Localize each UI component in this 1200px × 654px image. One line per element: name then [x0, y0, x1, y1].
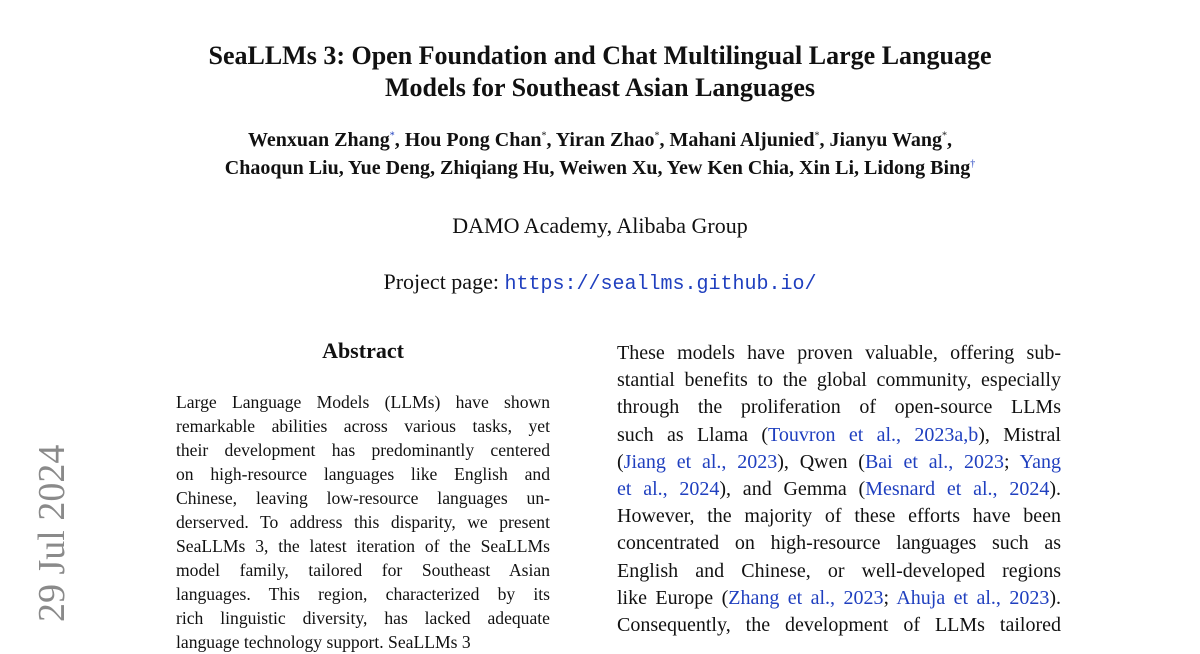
- abstract-line: on high-resource languages like English and: [176, 464, 550, 484]
- abstract-line: remarkable abilities across various tasks, yet: [176, 416, 550, 436]
- abstract-line: Large Language Models (LLMs) have shown: [176, 392, 550, 412]
- project-page: [0, 268, 1200, 299]
- body-line: [617, 449, 1061, 476]
- equal-contribution-mark: *: [654, 130, 660, 142]
- abstract-heading: Abstract: [322, 338, 404, 363]
- text-run: ).: [1049, 586, 1062, 609]
- text-run: ).: [1049, 478, 1061, 501]
- author-separator: ,: [394, 129, 405, 151]
- citation-link[interactable]: Mesnard et al., 2024: [865, 478, 1050, 501]
- equal-contribution-mark: *: [814, 130, 820, 142]
- abstract-line: Chinese, leaving low-resource languages un-: [176, 488, 550, 508]
- paper-title: [0, 40, 1200, 104]
- author-name: Hou Pong Chan: [404, 129, 542, 151]
- text-run: such as Llama (: [617, 423, 769, 446]
- text-run: ;: [1004, 450, 1020, 473]
- author-name: Wenxuan Zhang: [248, 129, 390, 151]
- arxiv-date-stamp: [24, 430, 80, 630]
- author-line-2: [0, 154, 1200, 182]
- title-line-2: Models for Southeast Asian Languages: [384, 73, 816, 102]
- citation-link[interactable]: Bai et al., 2023: [864, 450, 1005, 473]
- body-line: Consequently, the development of LLMs tailored: [617, 614, 1061, 637]
- author-line-1: [0, 126, 1200, 154]
- equal-contribution-mark[interactable]: *: [389, 130, 395, 142]
- citation-link[interactable]: et al., 2024: [617, 478, 720, 501]
- author-names: Chaoqun Liu, Yue Deng, Zhiqiang Hu, Weiwen Xu, Yew Ken Chia, Xin Li, Lidong Bing: [224, 157, 971, 179]
- author-separator: ,: [819, 129, 830, 151]
- title-line-1: SeaLLMs 3: Open Foundation and Chat Multilingual Large Language: [208, 41, 992, 70]
- author-list: [0, 126, 1200, 182]
- project-label: Project page:: [383, 269, 499, 294]
- abstract-line: languages. This region, characterized by its: [176, 584, 550, 604]
- intro-text: [617, 340, 1061, 639]
- body-line: [617, 585, 1061, 612]
- author-name: Yiran Zhao: [555, 129, 655, 151]
- body-line: English and Chinese, or well-developed regions: [617, 559, 1061, 582]
- text-run: like Europe (: [617, 586, 729, 609]
- abstract-line: language technology support. SeaLLMs 3: [176, 632, 471, 652]
- affiliation: DAMO Academy, Alibaba Group: [452, 213, 748, 238]
- author-separator: ,: [946, 129, 952, 151]
- arxiv-date: 29 Jul 2024: [31, 444, 73, 622]
- text-run: ;: [883, 586, 897, 609]
- body-line: stantial benefits to the global community, especially: [617, 369, 1061, 392]
- body-line: concentrated on high-resource languages such as: [617, 532, 1061, 555]
- author-separator: ,: [659, 129, 670, 151]
- body-line: [617, 476, 1061, 503]
- project-url-link[interactable]: https://seallms.github.io/: [504, 273, 817, 296]
- equal-contribution-mark: *: [941, 130, 947, 142]
- abstract-line: model family, tailored for Southeast Asian: [176, 560, 550, 580]
- abstract-line: rich linguistic diversity, has lacked adequate: [176, 608, 550, 628]
- body-line: through the proliferation of open-source LLMs: [617, 396, 1061, 419]
- citation-link[interactable]: Touvron et al., 2023a,b: [768, 423, 979, 446]
- abstract-line: derserved. To address this disparity, we present: [176, 512, 550, 532]
- text-run: ), Mistral: [978, 423, 1061, 446]
- abstract-text: [176, 390, 550, 654]
- citation-link[interactable]: Zhang et al., 2023: [728, 586, 884, 609]
- body-line: These models have proven valuable, offering sub-: [617, 342, 1061, 364]
- text-run: ), and Gemma (: [719, 478, 866, 501]
- author-name: Mahani Aljunied: [669, 129, 815, 151]
- citation-link[interactable]: Yang: [1019, 450, 1061, 473]
- text-run: (: [617, 450, 624, 473]
- citation-link[interactable]: Ahuja et al., 2023: [896, 586, 1050, 609]
- corresponding-author-mark[interactable]: †: [970, 158, 976, 170]
- body-line: [617, 422, 1061, 449]
- text-run: ), Qwen (: [777, 450, 865, 473]
- equal-contribution-mark: *: [541, 130, 547, 142]
- abstract-line: SeaLLMs 3, the latest iteration of the SeaLLMs: [176, 536, 550, 556]
- author-name: Jianyu Wang: [829, 129, 942, 151]
- author-separator: ,: [546, 129, 556, 151]
- citation-link[interactable]: Jiang et al., 2023: [623, 450, 778, 473]
- body-line: However, the majority of these efforts have been: [617, 505, 1061, 528]
- abstract-line: their development has predominantly centered: [176, 440, 550, 460]
